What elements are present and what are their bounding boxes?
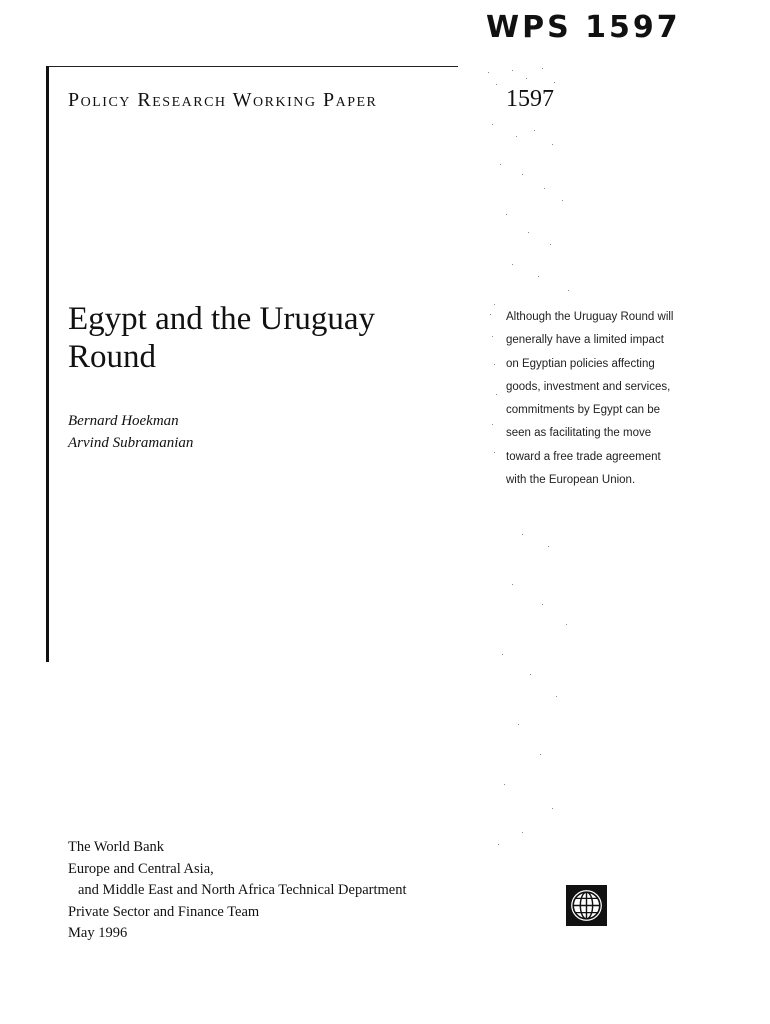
paper-title: Egypt and the Uruguay Round xyxy=(68,301,376,375)
abstract-text: Although the Uruguay Round will generally have a limited impact on Egyptian policies affecting goods, investment and services, commitments by Egypt can be seen as facilitating the move toward a free trade agreement with the European Union. xyxy=(506,311,674,487)
author-name: Bernard Hoekman xyxy=(68,413,179,429)
handwritten-wps-number: WPS 1597 xyxy=(486,10,681,45)
paper-number: 1597 xyxy=(506,86,554,112)
series-title: Policy Research Working Paper xyxy=(68,89,378,111)
left-rule xyxy=(46,66,49,662)
publisher-line: Private Sector and Finance Team xyxy=(68,903,260,920)
publisher-line: The World Bank xyxy=(68,839,165,855)
publisher-line: Europe and Central Asia, xyxy=(68,860,214,877)
author-name: Arvind Subramanian xyxy=(68,435,194,451)
top-rule xyxy=(46,66,458,67)
publisher-block xyxy=(68,837,406,945)
world-bank-globe-icon xyxy=(566,885,607,926)
authors xyxy=(68,410,193,454)
publication-date: May 1996 xyxy=(68,925,128,941)
publisher-line: and Middle East and North Africa Technical Department xyxy=(78,882,407,898)
